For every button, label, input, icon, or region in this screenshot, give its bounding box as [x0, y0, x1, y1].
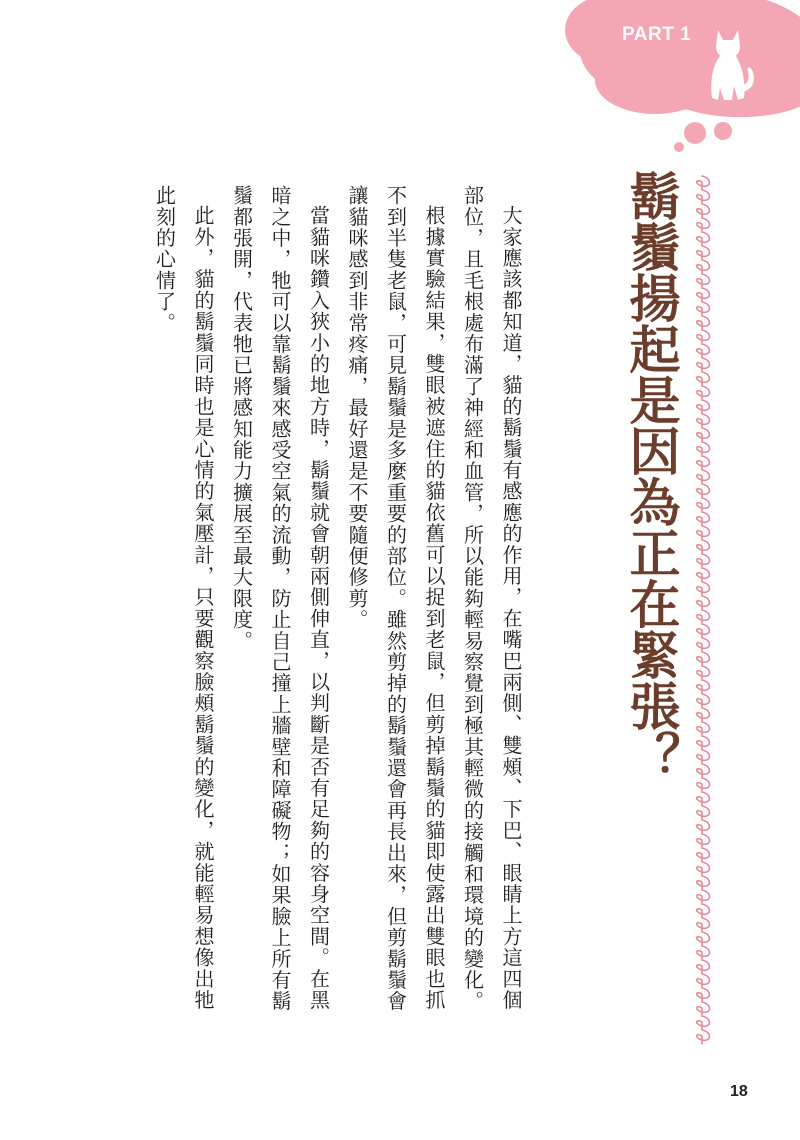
part-label: PART 1	[622, 24, 692, 45]
decorative-loop-border	[688, 172, 716, 1052]
cat-silhouette-icon	[698, 26, 760, 108]
body-text	[145, 185, 530, 1025]
paragraph: 根據實驗結果，雙眼被遮住的貓依舊可以捉到老鼠，但剪掉鬍鬚的貓即使露出雙眼也抓不到半隻老鼠，可見鬍鬚是多麼重要的部位。雖然剪掉的鬍鬚還會再長出來，但剪鬍鬚會讓貓咪感到非常疼痛，最好還是不要隨便修剪。	[345, 185, 446, 1012]
paragraph: 此外，貓的鬍鬚同時也是心情的氣壓計，只要觀察臉頰鬍鬚的變化，就能輕易想像出牠此刻的心情了。	[152, 185, 215, 1011]
paragraph: 大家應該都知道，貓的鬍鬚有感應的作用，在嘴巴兩側、雙頰、下巴、眼睛上方這四個部位，且毛根處布滿了神經和血管，所以能夠輕易察覺到極其輕微的接觸和環境的變化。	[460, 185, 523, 1012]
paragraph: 當貓咪鑽入狹小的地方時，鬍鬚就會朝兩側伸直，以判斷是否有足夠的容身空間。在黑暗之中，牠可以靠鬍鬚來感受空氣的流動，防止自己撞上牆壁和障礙物；如果臉上所有鬍鬚都張開，代表牠已將感知能力擴展至最大限度。	[229, 185, 331, 1012]
page-title: 鬍鬚揚起是因為正在緊張？	[620, 170, 679, 782]
page-number: 18	[730, 1083, 748, 1100]
